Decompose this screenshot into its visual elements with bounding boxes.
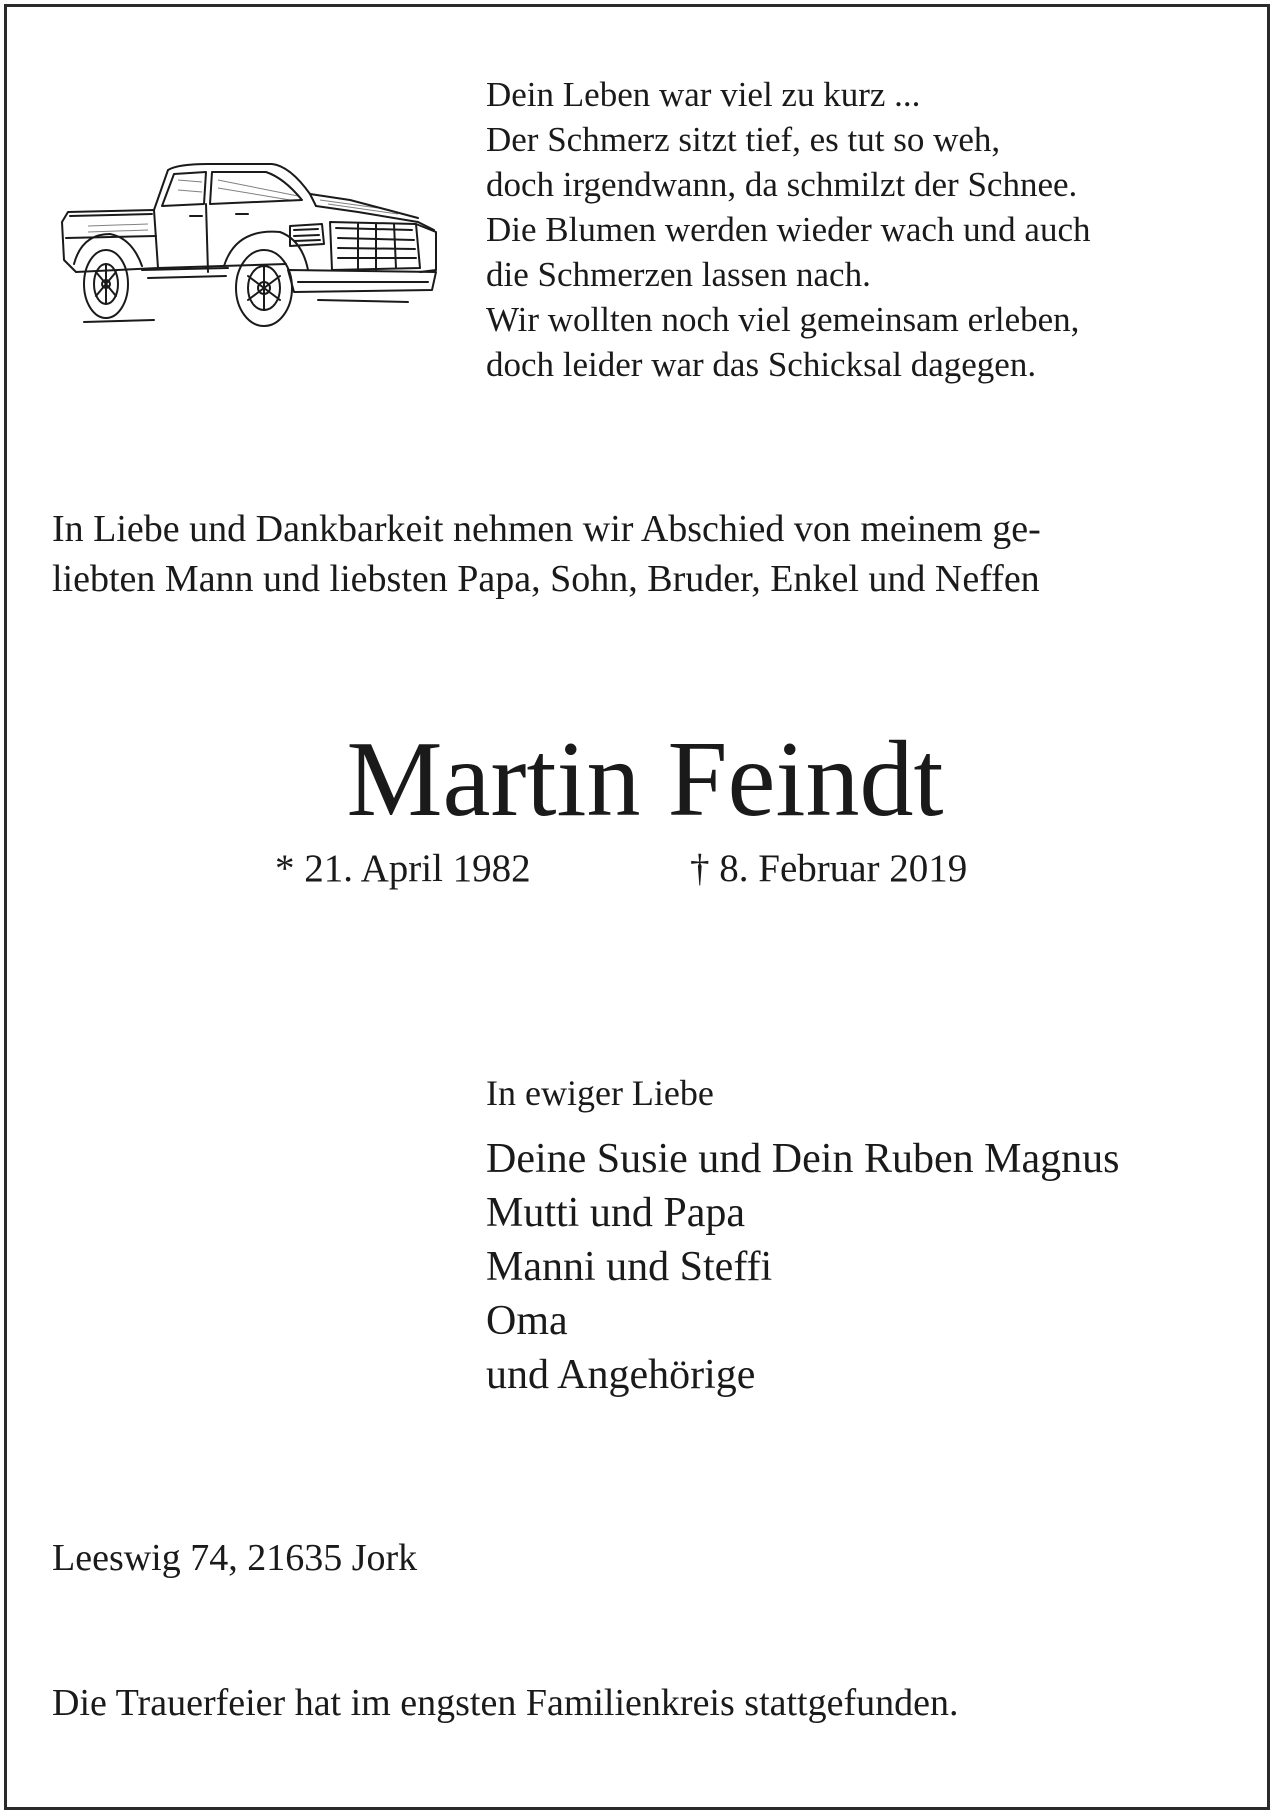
mourners-heading: In ewiger Liebe xyxy=(486,1073,714,1113)
poem-line: Wir wollten noch viel gemeinsam erleben, xyxy=(486,300,1080,339)
poem-line: doch irgendwann, da schmilzt der Schnee. xyxy=(486,165,1078,204)
pickup-truck-sketch-icon xyxy=(58,160,444,360)
funeral-note: Die Trauerfeier hat im engsten Familienkreis stattgefunden. xyxy=(52,1682,959,1724)
mourner-name: Mutti und Papa xyxy=(486,1190,745,1236)
address: Leeswig 74, 21635 Jork xyxy=(52,1537,418,1579)
mourner-name: und Angehörige xyxy=(486,1352,756,1398)
poem-line: doch leider war das Schicksal dagegen. xyxy=(486,345,1037,384)
poem-line: Die Blumen werden wieder wach und auch xyxy=(486,210,1091,249)
poem-line: Der Schmerz sitzt tief, es tut so weh, xyxy=(486,120,1001,159)
farewell-intro xyxy=(52,504,1041,604)
deceased-name: Martin Feindt xyxy=(346,720,944,839)
mourner-name: Manni und Steffi xyxy=(486,1244,773,1290)
intro-line: liebten Mann und liebsten Papa, Sohn, Bruder, Enkel und Neffen xyxy=(52,558,1040,600)
poem-line: Dein Leben war viel zu kurz ... xyxy=(486,75,921,114)
poem-line: die Schmerzen lassen nach. xyxy=(486,255,871,294)
poem xyxy=(486,72,1091,387)
mourner-name: Oma xyxy=(486,1298,568,1344)
mourners-list xyxy=(486,1132,1119,1402)
mourner-name: Deine Susie und Dein Ruben Magnus xyxy=(486,1136,1120,1182)
death-date: † 8. Februar 2019 xyxy=(690,847,968,890)
birth-date: * 21. April 1982 xyxy=(275,847,531,890)
intro-line: In Liebe und Dankbarkeit nehmen wir Abschied von meinem ge- xyxy=(52,508,1041,550)
